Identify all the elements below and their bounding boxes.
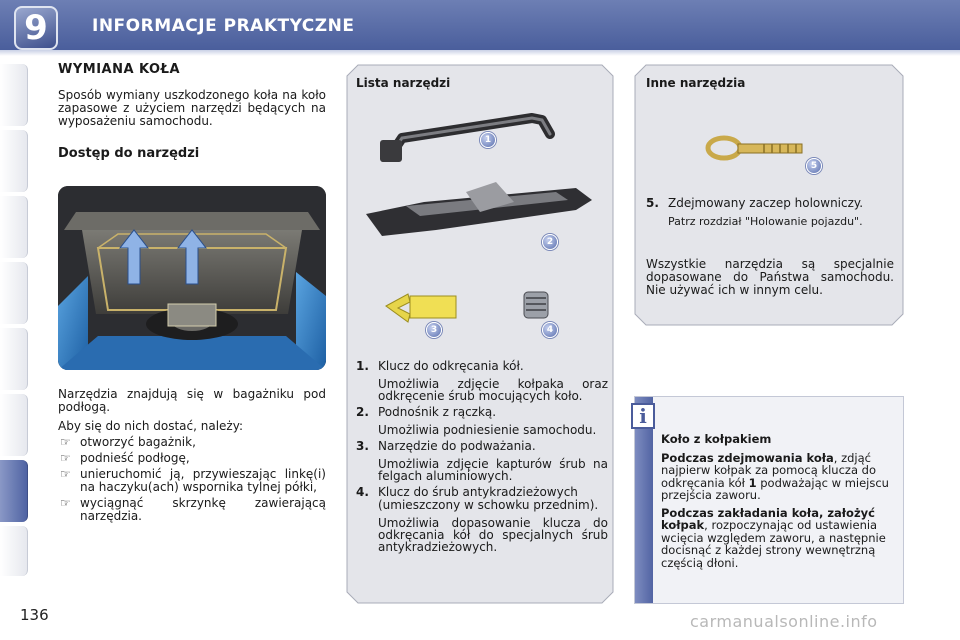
watermark: carmanualsonline.info [690,612,878,631]
info-box [634,396,904,604]
header-divider [0,50,960,56]
subsection-title: Dostęp do narzędzi [58,146,200,161]
list-item: ☞ unieruchomić ją, przywieszając linkę(i) na haczyku(ach) wspornika tylnej półki, [60,467,326,494]
section-title: WYMIANA KOŁA [58,62,181,77]
list-item: 2. Podnośnik z rączką. Umożliwia podniesienie samochodu. [356,405,597,437]
tool-badge-1: 1 [480,132,496,148]
info-icon: i [631,403,655,429]
chapter-tab-rail [0,60,30,580]
trunk-drawing [58,186,326,370]
hand-pointer-icon: ☞ [60,451,71,465]
list-item: 5. Zdejmowany zaczep holowniczy. Patrz rozdział "Holowanie pojazdu". [646,196,896,229]
info-content [661,433,899,574]
info-paragraph: Podczas zdejmowania koła, zdjąć najpierw kołpak za pomocą klucza do odkręcania kół 1 podważając w miejscu przejścia zaworu. [661,450,889,502]
left-column [58,62,326,161]
chapter-tab[interactable] [0,130,28,192]
tool-badge-4: 4 [542,322,558,338]
cross-reference: Patrz rozdział "Holowanie pojazdu". [668,215,863,228]
hand-pointer-icon: ☞ [60,496,71,510]
chapter-tab[interactable] [0,328,28,390]
list-item: 3. Narzędzie do podważania. Umożliwia zdjęcie kapturów śrub na felgach aluminiowych. [356,439,608,483]
list-item: 1. Klucz do odkręcania kół. Umożliwia zdjęcie kołpaka oraz odkręcenie śrub mocujących koło. [356,359,608,403]
chapter-number-badge: 9 [14,6,58,50]
list-item: ☞ podnieść podłogę, [60,451,190,465]
list-item: 4. Klucz do śrub antykradzieżowych (umieszczony w schowku przednim). Umożliwia dopasowanie klucza do odkręcania kół do specjalnych śrub antykradzieżowych. [356,485,608,554]
chapter-tab[interactable] [0,262,28,324]
page-number: 136 [20,606,49,624]
other-tools-title: Inne narzędzia [646,76,746,90]
tools-location: Narzędzia znajdują się w bagażniku pod podłogą. [58,387,326,414]
chapter-tab-active[interactable] [0,460,28,522]
chapter-tab[interactable] [0,526,28,576]
info-paragraph: Podczas zakładania koła, założyć kołpak, rozpoczynając od ustawienia wcięcia względem zaworu, a następnie docisnąć z każdej strony wewnętrzną częścią dłoni. [661,505,886,570]
access-instructions [58,388,326,523]
tool-badge-5: 5 [806,158,822,174]
tool-badge-3: 3 [426,322,442,338]
tools-warning: Wszystkie narzędzia są specjalnie dopasowane do Państwa samochodu. Nie używać ich w innym celu. [646,257,894,297]
list-item: ☞ wyciągnąć skrzynkę zawierającą narzędzia. [60,496,326,523]
hand-pointer-icon: ☞ [60,467,71,481]
antitheft-key-drawing [524,292,548,318]
chapter-tab[interactable] [0,64,28,126]
intro-paragraph: Sposób wymiany uszkodzonego koła na koło zapasowe z użyciem narzędzi będących na wyposażeniu samochodu. [58,88,326,128]
tool-badge-2: 2 [542,234,558,250]
tool-list [356,356,608,553]
tool-list-panel [346,64,614,604]
tool-list-title: Lista narzędzi [356,76,451,90]
chapter-title: INFORMACJE PRAKTYCZNE [92,16,355,36]
chapter-tab[interactable] [0,394,28,456]
info-heading: Koło z kołpakiem [661,432,772,446]
hand-pointer-icon: ☞ [60,435,71,449]
access-lead: Aby się do nich dostać, należy: [58,419,243,433]
list-item: ☞ otworzyć bagażnik, [60,435,196,449]
trunk-illustration [58,186,326,370]
chapter-tab[interactable] [0,196,28,258]
other-tools-panel [634,64,904,326]
